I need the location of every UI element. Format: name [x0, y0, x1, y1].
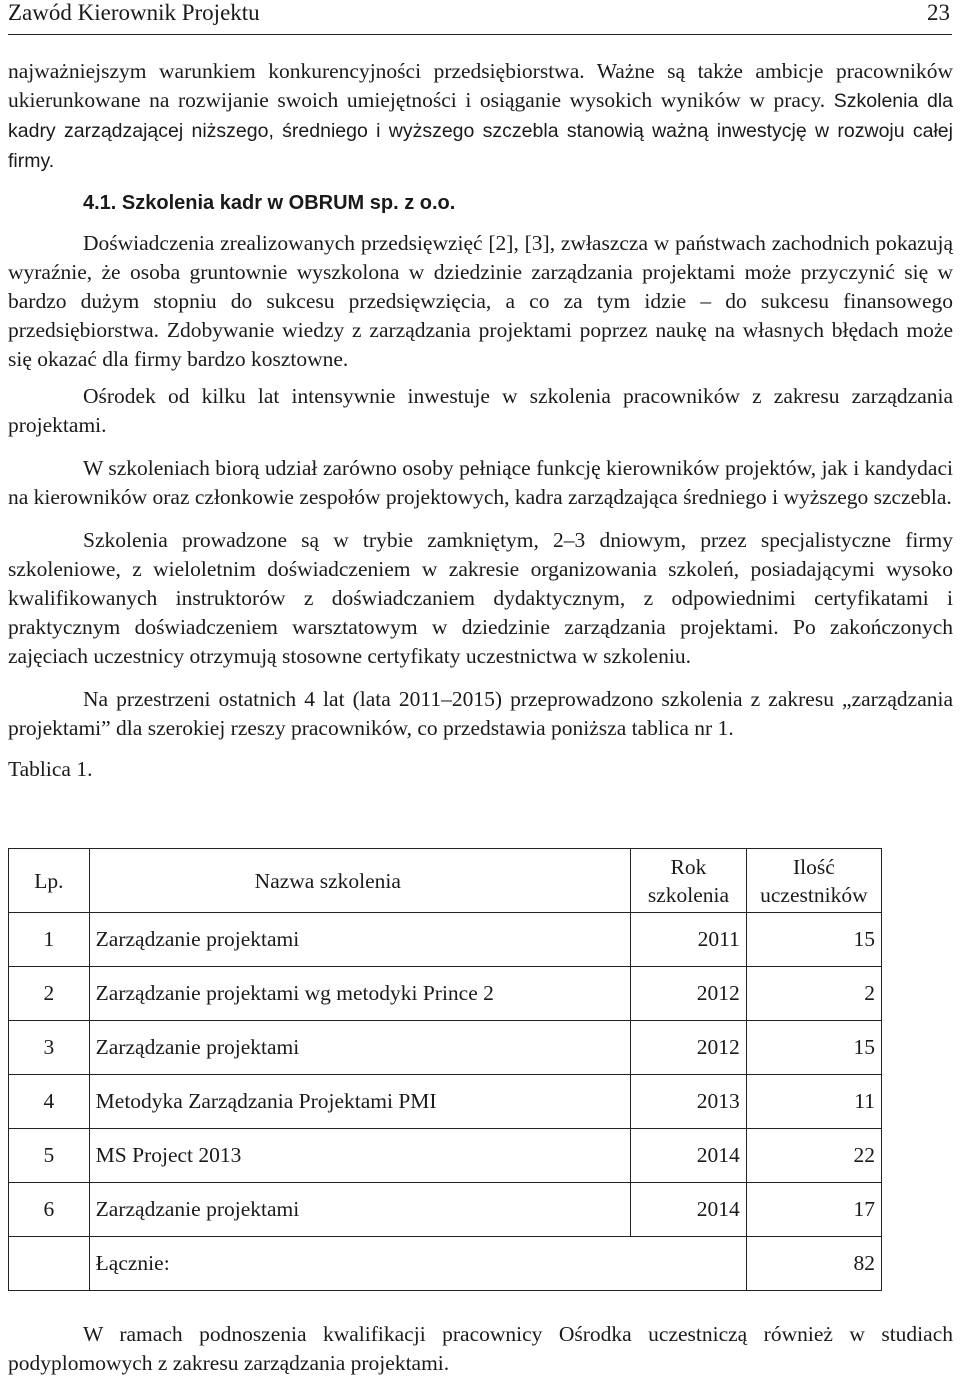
cell-lp: 4 [9, 1075, 90, 1129]
cell-lp: 6 [9, 1183, 90, 1237]
header-year [631, 849, 747, 913]
cell-empty [9, 1237, 90, 1291]
cell-year: 2012 [631, 1021, 747, 1075]
page-number: 23 [927, 0, 950, 25]
table-row [9, 1129, 882, 1183]
cell-name: Zarządzanie projektami [89, 913, 630, 967]
cell-year: 2014 [631, 1129, 747, 1183]
cell-name: MS Project 2013 [89, 1129, 630, 1183]
intro-paragraph [8, 57, 953, 176]
document-body [8, 57, 953, 782]
cell-count: 17 [746, 1183, 881, 1237]
section-heading: 4.1. Szkolenia kadr w OBRUM sp. z o.o. [83, 192, 456, 214]
header-count-line2: uczestników [760, 882, 868, 907]
table-total-row [9, 1237, 882, 1291]
intro-text-sans: Szkolenia dla kadry zarządzającej niższego, średniego i wyższego szczebla stanowią ważną inwestycję w rozwoju całej firmy. [8, 90, 953, 172]
paragraph-summary: Na przestrzeni ostatnich 4 lat (lata 2011–2015) przeprowadzono szkolenia z zakresu „zarządzania projektami” dla szerokiej rzeszy pracowników, co przedstawia poniższa tablica nr 1. [8, 687, 953, 740]
header-count [746, 849, 881, 913]
cell-count: 22 [746, 1129, 881, 1183]
table-caption: Tablica 1. [8, 757, 93, 781]
cell-name: Zarządzanie projektami wg metodyki Prince 2 [89, 967, 630, 1021]
header-year-line1: Rok [670, 854, 707, 879]
cell-year: 2014 [631, 1183, 747, 1237]
table-row [9, 967, 882, 1021]
cell-name: Metodyka Zarządzania Projektami PMI [89, 1075, 630, 1129]
paragraph-experience: Doświadczenia zrealizowanych przedsięwzięć [2], [3], zwłaszcza w państwach zachodnich pokazują wyraźnie, że osoba gruntownie wyszkolona w dziedzinie zarządzania projektami może przyczynić się w bardzo dużym stopniu do sukcesu przedsięwzięcia, a co za tym idzie – do sukcesu finansowego przedsiębiorstwa. Zdobywanie wiedzy z zarządzania projektami poprzez naukę na własnych błędach może się okazać dla firmy bardzo kosztowne. [8, 231, 953, 371]
intro-text-serif: najważniejszym warunkiem konkurencyjności przedsiębiorstwa. Ważne są także ambicje pracowników ukierunkowane na rozwijanie swoich umiejętności i osiąganie wysokich wyników w pracy. [8, 59, 953, 112]
table-row [9, 913, 882, 967]
cell-count: 15 [746, 1021, 881, 1075]
cell-year: 2012 [631, 967, 747, 1021]
header-name: Nazwa szkolenia [89, 849, 630, 913]
training-table [8, 848, 882, 1291]
total-label: Łącznie: [89, 1237, 746, 1291]
cell-lp: 5 [9, 1129, 90, 1183]
paragraph-training-mode: Szkolenia prowadzone są w trybie zamkniętym, 2–3 dniowym, przez specjalistyczne firmy szkoleniowe, z wieloletnim doświadczeniem w zakresie organizowania szkoleń, posiadającymi wysoko kwalifikowanych instruktorów z doświadczaniem dydaktycznym, z odpowiednimi certyfikatami i praktycznym doświadczeniem warsztatowym w dziedzinie zarządzania projektami. Po zakończonych zajęciach uczestnicy otrzymują stosowne certyfikaty uczestnictwa w szkoleniu. [8, 528, 953, 668]
cell-lp: 3 [9, 1021, 90, 1075]
cell-name: Zarządzanie projektami [89, 1183, 630, 1237]
header-lp: Lp. [9, 849, 90, 913]
cell-name: Zarządzanie projektami [89, 1021, 630, 1075]
cell-lp: 1 [9, 913, 90, 967]
closing-section [8, 1320, 953, 1378]
cell-count: 15 [746, 913, 881, 967]
header-year-line2: szkolenia [647, 882, 730, 907]
running-title: Zawód Kierownik Projektu [8, 0, 260, 25]
cell-count: 2 [746, 967, 881, 1021]
page-header [8, 0, 952, 35]
header-count-line1: Ilość [792, 854, 835, 879]
table-row [9, 1075, 882, 1129]
cell-year: 2011 [631, 913, 747, 967]
paragraph-closing: W ramach podnoszenia kwalifikacji pracownicy Ośrodka uczestniczą również w studiach podyplomowych z zakresu zarządzania projektami. [8, 1322, 953, 1375]
cell-count: 11 [746, 1075, 881, 1129]
table-header-row [9, 849, 882, 913]
cell-lp: 2 [9, 967, 90, 1021]
table-row [9, 1183, 882, 1237]
cell-year: 2013 [631, 1075, 747, 1129]
table-row [9, 1021, 882, 1075]
total-value: 82 [746, 1237, 881, 1291]
paragraph-investment: Ośrodek od kilku lat intensywnie inwestuje w szkolenia pracowników z zakresu zarządzania projektami. [8, 384, 953, 437]
paragraph-participants: W szkoleniach biorą udział zarówno osoby pełniące funkcję kierowników projektów, jak i kandydaci na kierowników oraz członkowie zespołów projektowych, kadra zarządzająca średniego i wyższego szczebla. [8, 456, 953, 509]
